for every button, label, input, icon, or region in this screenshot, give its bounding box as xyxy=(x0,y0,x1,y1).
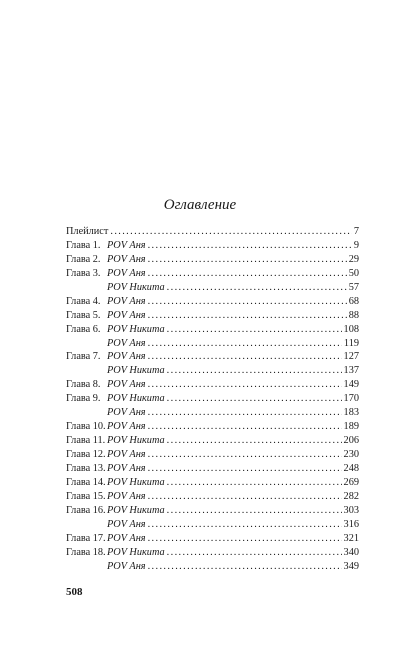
page-ref: 29 xyxy=(348,253,359,265)
pov-label: POV Аня xyxy=(107,518,146,530)
chapter-label: Глава 15. xyxy=(66,490,106,502)
toc-row xyxy=(66,560,359,574)
page-ref: 108 xyxy=(343,323,359,335)
pov-label: POV Никита xyxy=(107,476,165,488)
chapter-label: Глава 9. xyxy=(66,393,101,405)
dot-leader xyxy=(167,281,347,295)
pov-label: POV Аня xyxy=(107,560,146,572)
toc-row xyxy=(66,406,359,420)
toc-row xyxy=(66,434,359,448)
pov-label: POV Аня xyxy=(107,407,146,419)
chapter-label: Глава 12. xyxy=(66,449,106,460)
toc-row xyxy=(66,448,359,462)
pov-label: POV Никита xyxy=(107,435,165,447)
dot-leader xyxy=(167,364,342,378)
pov-label: POV Никита xyxy=(107,365,165,377)
pov-label: POV Аня xyxy=(107,239,146,251)
chapter-label: Глава 6. xyxy=(66,323,101,335)
dot-leader xyxy=(167,546,342,560)
page-ref: 7 xyxy=(353,226,359,237)
pov-label: POV Аня xyxy=(107,253,146,265)
chapter-label: Глава 13. xyxy=(66,462,106,474)
chapter-label: Глава 17. xyxy=(66,532,106,544)
dot-leader xyxy=(148,420,342,434)
page-ref: 127 xyxy=(343,351,359,363)
chapter-label: Глава 18. xyxy=(66,546,106,558)
page-ref: 9 xyxy=(353,239,359,251)
chapter-label: Глава 14. xyxy=(66,476,106,488)
dot-leader xyxy=(148,253,347,267)
toc-row xyxy=(66,392,359,406)
toc-row xyxy=(66,378,359,392)
page-ref: 316 xyxy=(343,518,359,530)
dot-leader xyxy=(148,448,342,462)
pov-label: POV Аня xyxy=(107,462,146,474)
page-number: 508 xyxy=(66,586,83,598)
chapter-label: Глава 7. xyxy=(66,351,101,363)
toc-row-playlist xyxy=(66,225,359,239)
chapter-label: Глава 2. xyxy=(66,253,101,265)
toc-row xyxy=(66,490,359,504)
page-ref: 183 xyxy=(343,407,359,419)
dot-leader xyxy=(167,392,342,406)
toc-row xyxy=(66,420,359,434)
chapter-label: Глава 1. xyxy=(66,239,101,251)
toc-row xyxy=(66,504,359,518)
page-ref: 248 xyxy=(343,462,359,474)
page-ref: 119 xyxy=(343,337,359,349)
pov-label: POV Аня xyxy=(107,337,146,349)
dot-leader xyxy=(148,518,342,532)
dot-leader xyxy=(148,337,342,351)
pov-label: POV Никита xyxy=(107,504,165,516)
page-ref: 349 xyxy=(343,560,359,572)
page-ref: 282 xyxy=(343,490,359,502)
toc-title: Оглавление xyxy=(163,197,237,213)
dot-leader xyxy=(148,350,342,364)
dot-leader xyxy=(148,267,347,281)
chapter-label: Глава 10. xyxy=(66,421,106,433)
dot-leader xyxy=(148,406,342,420)
chapter-label: Глава 5. xyxy=(66,309,101,321)
pov-label: POV Никита xyxy=(107,393,165,405)
dot-leader xyxy=(148,490,342,504)
dot-leader xyxy=(148,309,347,323)
pov-label: POV Аня xyxy=(107,267,146,279)
pov-label: POV Никита xyxy=(107,323,165,335)
page-ref: 269 xyxy=(343,476,359,488)
page-ref: 230 xyxy=(343,449,359,460)
page-ref: 340 xyxy=(343,546,359,558)
chapter-label: Глава 11. xyxy=(66,435,106,447)
toc-row xyxy=(66,462,359,476)
dot-leader xyxy=(167,434,342,448)
dot-leader xyxy=(148,295,347,309)
chapter-label: Глава 3. xyxy=(66,267,101,279)
chapter-label: Глава 16. xyxy=(66,504,106,516)
toc-row xyxy=(66,323,359,337)
page-ref: 206 xyxy=(343,435,359,447)
page-ref: 303 xyxy=(343,504,359,516)
playlist-label: Плейлист xyxy=(66,226,109,237)
pov-label: POV Аня xyxy=(107,351,146,363)
dot-leader xyxy=(148,532,342,546)
chapter-label: Глава 4. xyxy=(66,295,101,307)
page-ref: 88 xyxy=(348,309,359,321)
toc-row xyxy=(66,295,359,309)
pov-label: POV Аня xyxy=(107,490,146,502)
toc-row xyxy=(66,546,359,560)
page-ref: 50 xyxy=(348,267,359,279)
dot-leader xyxy=(148,378,342,392)
toc-row xyxy=(66,267,359,281)
chapter-label: Глава 8. xyxy=(66,379,101,391)
page-ref: 170 xyxy=(343,393,359,405)
table-of-contents xyxy=(66,225,359,573)
page-ref: 321 xyxy=(343,532,359,544)
pov-label: POV Никита xyxy=(107,546,165,558)
toc-row xyxy=(66,350,359,364)
pov-label: POV Аня xyxy=(107,295,146,307)
pov-label: POV Аня xyxy=(107,532,146,544)
toc-row xyxy=(66,309,359,323)
dot-leader xyxy=(148,462,342,476)
toc-row xyxy=(66,532,359,546)
dot-leader xyxy=(167,476,342,490)
toc-row xyxy=(66,337,359,351)
page-ref: 57 xyxy=(348,281,359,293)
page-ref: 137 xyxy=(343,365,359,377)
dot-leader xyxy=(167,323,342,337)
page-ref: 189 xyxy=(343,421,359,433)
toc-row xyxy=(66,239,359,253)
pov-label: POV Аня xyxy=(107,421,146,433)
dot-leader xyxy=(110,225,351,239)
pov-label: POV Аня xyxy=(107,449,146,460)
pov-label: POV Никита xyxy=(107,281,165,293)
dot-leader xyxy=(148,560,342,574)
page-ref: 68 xyxy=(348,295,359,307)
toc-row xyxy=(66,281,359,295)
dot-leader xyxy=(167,504,342,518)
toc-row xyxy=(66,364,359,378)
page-ref: 149 xyxy=(343,379,359,391)
toc-row xyxy=(66,476,359,490)
pov-label: POV Аня xyxy=(107,379,146,391)
toc-row xyxy=(66,518,359,532)
dot-leader xyxy=(148,239,352,253)
toc-row xyxy=(66,253,359,267)
pov-label: POV Аня xyxy=(107,309,146,321)
